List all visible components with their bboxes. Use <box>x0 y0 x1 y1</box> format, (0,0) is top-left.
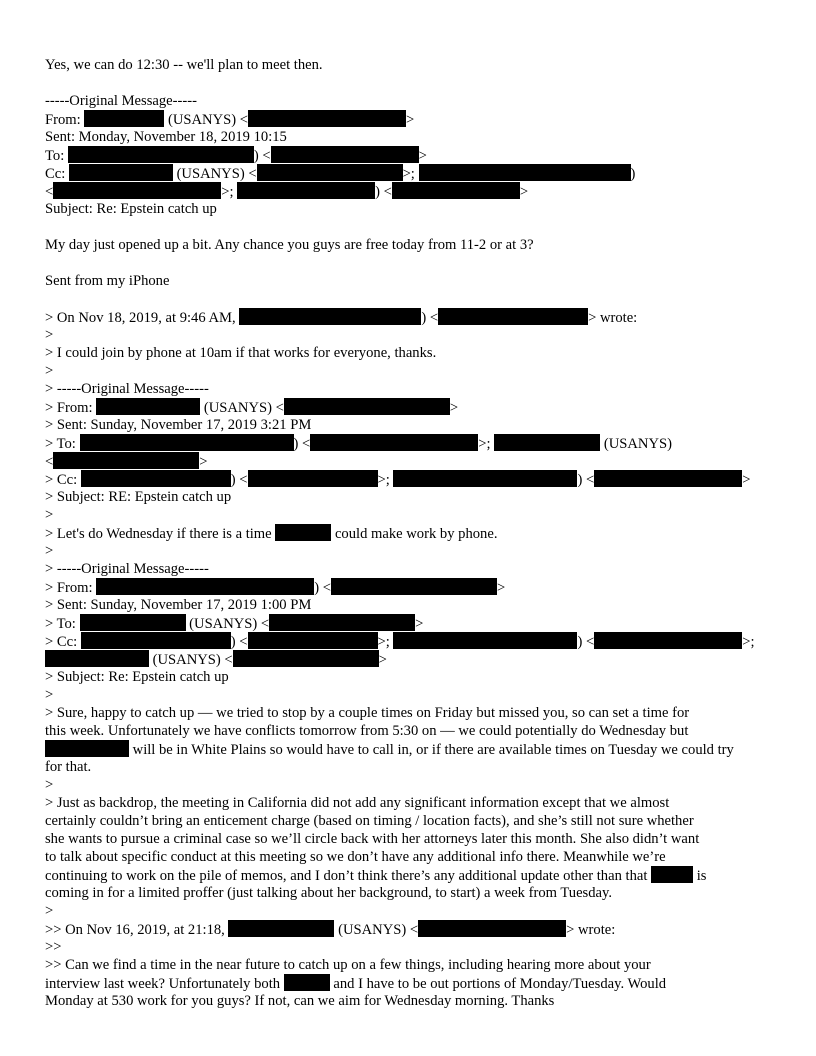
redaction-block <box>275 524 331 541</box>
redaction-block <box>248 110 406 127</box>
quote-to-line: > To: (USANYS) < > <box>45 616 424 632</box>
redaction-block <box>419 164 631 181</box>
sent-line: Sent: Monday, November 18, 2019 10:15 <box>45 129 287 145</box>
signature: Sent from my iPhone <box>45 273 170 289</box>
quote-body-line: for that. <box>45 759 92 775</box>
quote-sent-line: > Sent: Sunday, November 17, 2019 1:00 PM <box>45 597 312 613</box>
cc-line-continued: < >; ) < > <box>45 184 529 200</box>
quote-blank: > <box>45 543 54 559</box>
redaction-block <box>228 920 334 937</box>
redaction-block <box>45 740 129 757</box>
redaction-block <box>393 470 577 487</box>
redaction-block <box>284 974 330 991</box>
quote-divider: > -----Original Message----- <box>45 381 209 397</box>
quote-body-line: certainly couldn’t bring an enticement charge (based on timing / location facts), and she’s still not sure whether <box>45 813 694 829</box>
nested-quote-header: >> On Nov 16, 2019, at 21:18, (USANYS) < > wrote: <box>45 922 616 938</box>
redaction-block <box>418 920 566 937</box>
subject-line: Subject: Re: Epstein catch up <box>45 201 217 217</box>
quote-body: > Let's do Wednesday if there is a time could make work by phone. <box>45 526 498 542</box>
nested-quote-body-line: interview last week? Unfortunately both and I have to be out portions of Monday/Tuesday. Would <box>45 976 667 992</box>
quote-body: > I could join by phone at 10am if that works for everyone, thanks. <box>45 345 437 361</box>
nested-quote-body-line: Monday at 530 work for you guys? If not, can we aim for Wednesday morning. Thanks <box>45 993 555 1009</box>
redaction-block <box>80 434 294 451</box>
from-line: From: (USANYS) < > <box>45 112 415 128</box>
redaction-block <box>257 164 403 181</box>
quote-blank: > <box>45 687 54 703</box>
quote-blank: > <box>45 777 54 793</box>
quote-from-line: > From: (USANYS) < > <box>45 400 459 416</box>
quote-subject-line: > Subject: RE: Epstein catch up <box>45 489 232 505</box>
quote-cc-line: > Cc: ) < >; ) < > <box>45 472 751 488</box>
quote-cc-line: > Cc: ) < >; ) < >; <box>45 634 755 650</box>
quote-blank: > <box>45 903 54 919</box>
quote-cc-line-continued: (USANYS) < > <box>45 650 387 669</box>
quote-body-line: > Sure, happy to catch up — we tried to stop by a couple times on Friday but missed you, so can set a time for <box>45 705 690 721</box>
to-line: To: ) < > <box>45 148 427 164</box>
redaction-block <box>233 650 379 667</box>
quote-body-line: > Just as backdrop, the meeting in California did not add any significant information except that we almost <box>45 795 670 811</box>
redaction-block <box>494 434 600 451</box>
quote-body-line: continuing to work on the pile of memos, and I don’t think there’s any additional update other than that is <box>45 868 707 884</box>
redaction-block <box>80 614 186 631</box>
quote-subject-line: > Subject: Re: Epstein catch up <box>45 669 229 685</box>
cc-line: Cc: (USANYS) < >; ) <box>45 166 636 182</box>
quote-blank: > <box>45 327 54 343</box>
redaction-block <box>96 398 200 415</box>
quote-header: > On Nov 18, 2019, at 9:46 AM, ) < > wrote: <box>45 310 638 326</box>
redaction-block <box>594 632 742 649</box>
redaction-block <box>45 650 149 667</box>
redaction-block <box>393 632 577 649</box>
quote-to-line-continued: < > <box>45 454 208 470</box>
redaction-block <box>53 452 199 469</box>
redaction-block <box>271 146 419 163</box>
redaction-block <box>96 578 314 595</box>
redaction-block <box>81 632 231 649</box>
message-body: My day just opened up a bit. Any chance you guys are free today from 11-2 or at 3? <box>45 237 534 253</box>
nested-quote-blank: >> <box>45 939 62 955</box>
redaction-block <box>239 308 421 325</box>
redaction-block <box>651 866 693 883</box>
quote-body-line: to talk about specific conduct at this meeting so we don’t have any additional info there. Meanwhile we’re <box>45 849 666 865</box>
quote-blank: > <box>45 363 54 379</box>
redaction-block <box>248 632 378 649</box>
reply-body: Yes, we can do 12:30 -- we'll plan to meet then. <box>45 57 323 73</box>
original-message-divider: -----Original Message----- <box>45 93 197 109</box>
redaction-block <box>392 182 520 199</box>
redaction-block <box>438 308 588 325</box>
quote-from-line: > From: ) < > <box>45 580 506 596</box>
redaction-block <box>331 578 497 595</box>
redaction-block <box>310 434 478 451</box>
redaction-block <box>84 110 164 127</box>
redaction-block <box>81 470 231 487</box>
quote-divider: > -----Original Message----- <box>45 561 209 577</box>
quote-body-line: she wants to pursue a criminal case so we’ll circle back with her attorneys later this month. She also didn’t want <box>45 831 700 847</box>
redaction-block <box>248 470 378 487</box>
redaction-block <box>594 470 742 487</box>
redaction-block <box>69 164 173 181</box>
quote-blank: > <box>45 507 54 523</box>
redaction-block <box>284 398 450 415</box>
redaction-block <box>53 182 221 199</box>
nested-quote-body-line: >> Can we find a time in the near future to catch up on a few things, including hearing more about your <box>45 957 651 973</box>
quote-sent-line: > Sent: Sunday, November 17, 2019 3:21 PM <box>45 417 312 433</box>
quote-body-line: coming in for a limited proffer (just talking about her background, to start) a week from Tuesday. <box>45 885 612 901</box>
redaction-block <box>237 182 375 199</box>
quote-to-line: > To: ) < >; (USANYS) <box>45 436 672 452</box>
quote-body-line: will be in White Plains so would have to call in, or if there are available times on Tuesday we could try <box>45 740 734 759</box>
quote-body-line: this week. Unfortunately we have conflicts tomorrow from 5:30 on — we could potentially do Wednesday but <box>45 723 689 739</box>
redaction-block <box>269 614 415 631</box>
redaction-block <box>68 146 254 163</box>
